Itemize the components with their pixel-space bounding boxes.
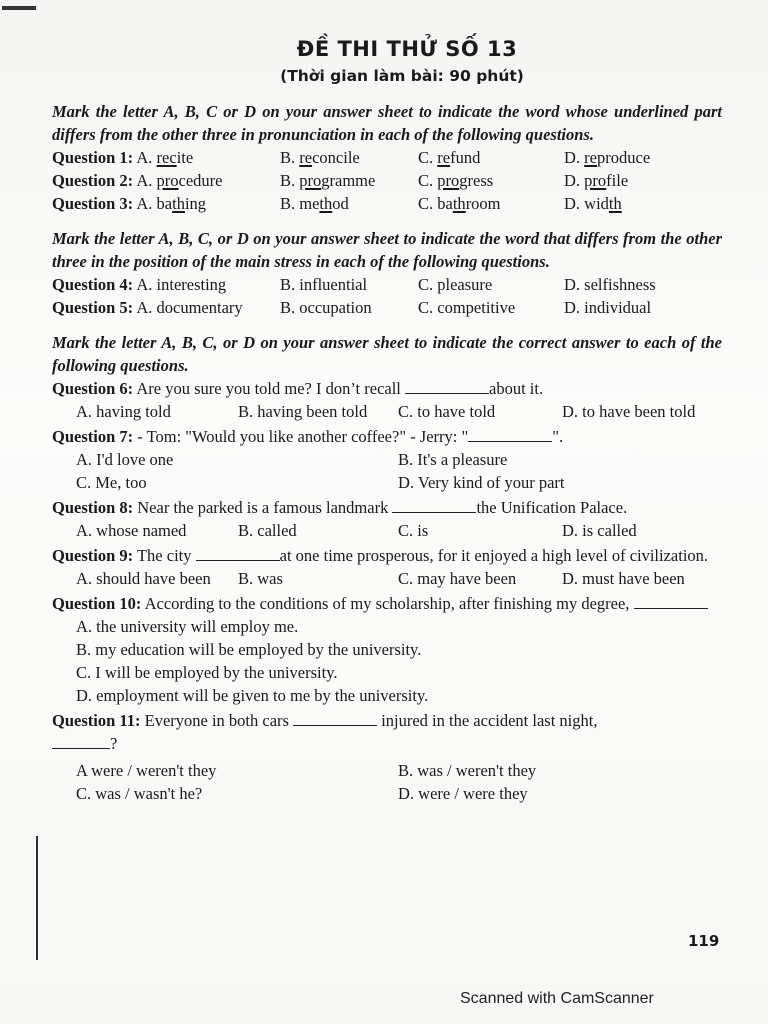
question-stem: Near the parked is a famous landmark xyxy=(133,498,393,517)
option-text: B. occupation xyxy=(280,298,372,317)
option-b: B. having been told xyxy=(238,402,368,421)
question-stem: at one time prosperous, for it enjoyed a high level of civilization. xyxy=(279,546,709,565)
option-c xyxy=(418,169,564,192)
option-a: A. I'd love one xyxy=(76,450,174,469)
question-stem: The city xyxy=(133,546,196,565)
question-stem: Are you sure you told me? I don’t recall xyxy=(133,379,406,398)
option-text: concile xyxy=(312,148,360,167)
option-text: A. documentary xyxy=(136,298,243,317)
option-text: A. xyxy=(136,148,157,167)
question-7 xyxy=(52,425,722,448)
option-text: C. xyxy=(418,171,438,190)
option-c: C. to have told xyxy=(398,402,496,421)
option-c: C. is xyxy=(398,521,429,540)
option-b: B. It's a pleasure xyxy=(398,450,508,469)
option-text: C. xyxy=(418,148,438,167)
option-a xyxy=(52,273,280,296)
option-text: cedure xyxy=(178,171,223,190)
question-5 xyxy=(52,296,722,319)
option-c: C. may have been xyxy=(398,569,517,588)
answer-blank xyxy=(293,711,377,726)
underlined-part: th xyxy=(172,194,185,213)
option-text: C. pleasure xyxy=(418,275,493,294)
underlined-part: re xyxy=(437,148,451,167)
option-d: D. employment will be given to me by the university. xyxy=(76,686,429,705)
question-stem: ". xyxy=(552,427,564,446)
option-d xyxy=(564,169,722,192)
question-stem: the Unification Palace. xyxy=(476,498,628,517)
option-d: D. Very kind of your part xyxy=(398,473,565,492)
option-text: B. influential xyxy=(280,275,368,294)
option-b: B. was xyxy=(238,569,283,588)
answer-blank xyxy=(405,379,489,394)
question-6-options xyxy=(52,400,722,423)
answer-blank xyxy=(468,427,552,442)
answer-blank xyxy=(52,734,110,749)
option-text: ite xyxy=(176,148,194,167)
question-label: Question 2: xyxy=(52,171,134,190)
question-label: Question 11: xyxy=(52,711,141,730)
option-text: C. ba xyxy=(418,194,453,213)
underlined-part: th xyxy=(608,194,622,213)
question-6 xyxy=(52,377,722,400)
question-8-options xyxy=(52,519,722,542)
question-label: Question 6: xyxy=(52,379,134,398)
question-8 xyxy=(52,496,722,519)
option-c: C. Me, too xyxy=(76,473,147,492)
option-c xyxy=(418,296,564,319)
option-text: A. xyxy=(136,171,157,190)
option-text: B. xyxy=(280,171,300,190)
question-stem: about it. xyxy=(489,379,544,398)
question-stem: ? xyxy=(110,734,118,753)
underlined-part: rec xyxy=(156,148,177,167)
question-stem: Everyone in both cars xyxy=(140,711,294,730)
question-stem: injured in the accident last night, xyxy=(377,711,598,730)
answer-blank xyxy=(634,594,708,609)
underlined-part: th xyxy=(319,194,333,213)
option-text: gramme xyxy=(321,171,376,190)
option-a xyxy=(52,169,280,192)
section1-questions xyxy=(52,146,722,215)
option-c: C. I will be employed by the university. xyxy=(76,663,338,682)
option-text: D. wid xyxy=(564,194,609,213)
answer-blank xyxy=(392,498,476,513)
section2-instruction: Mark the letter A, B, C, or D on your answer sheet to indicate the word that differs from the other three in the position of the main stress in each of the following questions. xyxy=(52,229,722,271)
option-d: D. is called xyxy=(562,521,637,540)
option-a xyxy=(52,192,280,215)
answer-blank xyxy=(196,546,280,561)
option-a: A. having told xyxy=(76,402,171,421)
option-d: D. must have been xyxy=(562,569,685,588)
question-3 xyxy=(52,192,722,215)
question-label: Question 8: xyxy=(52,498,134,517)
option-a: A. the university will employ me. xyxy=(76,617,299,636)
exam-content xyxy=(52,38,722,805)
underlined-part: pro xyxy=(299,171,322,190)
option-text: A. interesting xyxy=(136,275,227,294)
option-d xyxy=(564,146,722,169)
question-label: Question 5: xyxy=(52,298,134,317)
question-label: Question 10: xyxy=(52,594,142,613)
option-text: B. me xyxy=(280,194,320,213)
underlined-part: pro xyxy=(437,171,460,190)
question-label: Question 4: xyxy=(52,275,134,294)
question-stem: - Tom: "Would you like another coffee?" - Jerry: " xyxy=(133,427,469,446)
option-text: produce xyxy=(597,148,651,167)
option-text: ing xyxy=(184,194,207,213)
option-text: D. xyxy=(564,148,585,167)
option-text: D. individual xyxy=(564,298,652,317)
question-10-options xyxy=(52,615,722,707)
option-text: fund xyxy=(450,148,481,167)
option-text: C. competitive xyxy=(418,298,516,317)
option-b xyxy=(280,169,418,192)
underlined-part: th xyxy=(452,194,466,213)
option-text: file xyxy=(606,171,629,190)
section3-instruction: Mark the letter A, B, C, or D on your answer sheet to indicate the correct answer to each of the following questions. xyxy=(52,333,722,375)
underlined-part: re xyxy=(299,148,313,167)
question-label: Question 9: xyxy=(52,546,134,565)
question-stem: According to the conditions of my scholarship, after finishing my degree, xyxy=(141,594,634,613)
option-a xyxy=(52,146,280,169)
option-text: B. xyxy=(280,148,300,167)
exam-subtitle: (Thời gian làm bài: 90 phút) xyxy=(280,67,524,85)
question-4 xyxy=(52,273,722,296)
option-c xyxy=(418,273,564,296)
option-text: room xyxy=(465,194,501,213)
option-d: D. to have been told xyxy=(562,402,696,421)
option-text: gress xyxy=(459,171,494,190)
question-7-options xyxy=(52,448,722,494)
option-c xyxy=(418,146,564,169)
section2-questions xyxy=(52,273,722,319)
underlined-part: re xyxy=(584,148,597,167)
question-label: Question 1: xyxy=(52,148,134,167)
option-text: D. selfishness xyxy=(564,275,656,294)
option-c: C. was / wasn't he? xyxy=(76,784,203,803)
question-label: Question 7: xyxy=(52,427,134,446)
underlined-part: pro xyxy=(584,171,607,190)
option-b: B. my education will be employed by the university. xyxy=(76,640,422,659)
option-b: B. was / weren't they xyxy=(398,761,537,780)
question-10 xyxy=(52,592,722,615)
scanner-watermark: Scanned with CamScanner xyxy=(460,990,654,1007)
option-a: A were / weren't they xyxy=(76,761,217,780)
option-a: A. whose named xyxy=(76,521,187,540)
question-11-options xyxy=(52,759,722,805)
exam-title: ĐỀ THI THỬ SỐ 13 xyxy=(296,37,518,61)
underlined-part: pro xyxy=(156,171,179,190)
option-b: B. called xyxy=(238,521,297,540)
option-b xyxy=(280,146,418,169)
option-text: A. ba xyxy=(136,194,173,213)
option-b xyxy=(280,296,418,319)
margin-line xyxy=(36,836,38,960)
question-11 xyxy=(52,709,722,755)
question-1 xyxy=(52,146,722,169)
option-b xyxy=(280,192,418,215)
option-b xyxy=(280,273,418,296)
question-9-options xyxy=(52,567,722,590)
option-c xyxy=(418,192,564,215)
option-d xyxy=(564,192,722,215)
option-a: A. should have been xyxy=(76,569,211,588)
option-text: od xyxy=(332,194,349,213)
question-2 xyxy=(52,169,722,192)
page-number: 119 xyxy=(688,932,720,950)
option-d xyxy=(564,296,722,319)
scan-corner-mark xyxy=(2,6,36,10)
option-text: D. xyxy=(564,171,585,190)
option-d xyxy=(564,273,722,296)
question-9 xyxy=(52,544,722,567)
option-d: D. were / were they xyxy=(398,784,528,803)
section1-instruction: Mark the letter A, B, C or D on your answer sheet to indicate the word whose underlined part differs from the other three in pronunciation in each of the following questions. xyxy=(52,102,722,144)
option-a xyxy=(52,296,280,319)
question-label: Question 3: xyxy=(52,194,134,213)
